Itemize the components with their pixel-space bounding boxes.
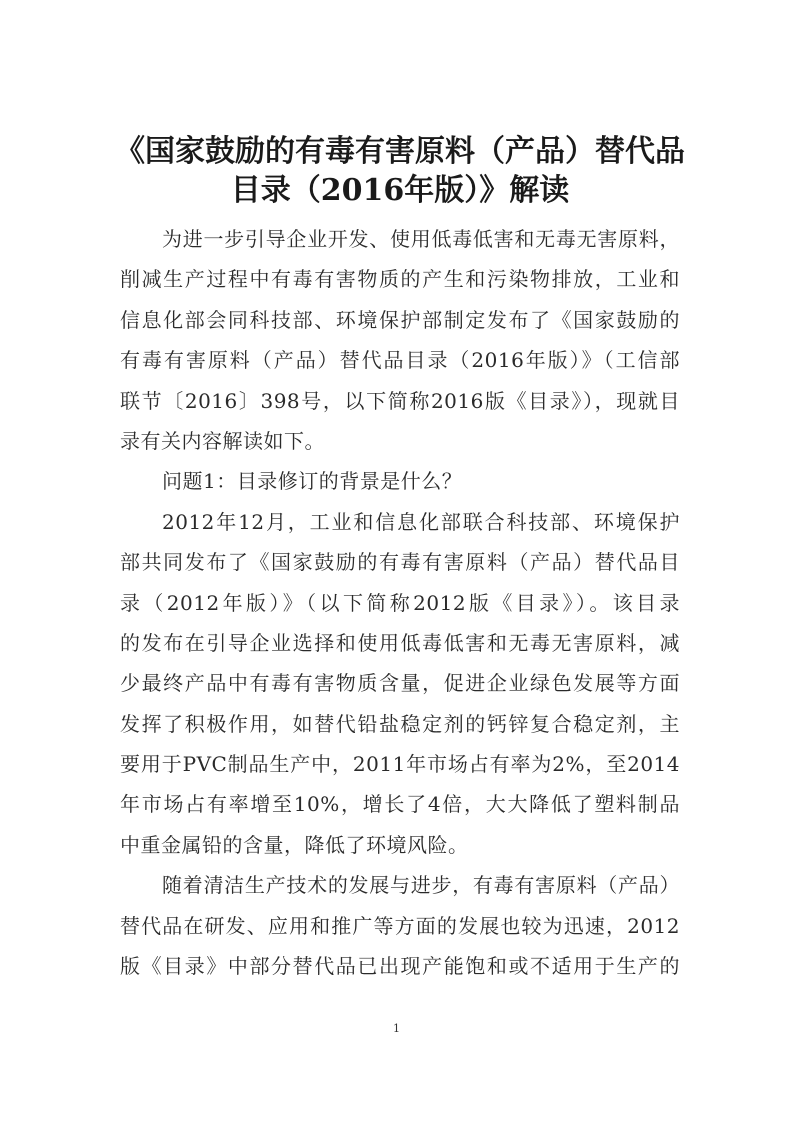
body-line: 削减生产过程中有毒有害物质的产生和污染物排放，工业和	[120, 267, 680, 292]
document-title-line-2: 目录（2016年版）》解读	[230, 173, 570, 208]
body-line: 录（2012年版）》（以下简称2012版《目录》）。该目录	[120, 590, 680, 615]
body-line: 随着清洁生产技术的发展与进步，有毒有害原料（产品）	[162, 873, 680, 898]
body-line: 问题1：目录修订的背景是什么？	[162, 469, 463, 494]
body-line: 信息化部会同科技部、环境保护部制定发布了《国家鼓励的	[120, 307, 680, 332]
body-line: 为进一步引导企业开发、使用低毒低害和无毒无害原料，	[162, 227, 680, 251]
body-line: 要用于PVC制品生产中，2011年市场占有率为2%，至2014	[120, 752, 680, 777]
body-line: 有毒有害原料（产品）替代品目录（2016年版）》（工信部	[120, 348, 680, 373]
body-line: 录有关内容解读如下。	[120, 428, 325, 453]
body-line: 发挥了积极作用，如替代铅盐稳定剂的钙锌复合稳定剂，主	[120, 711, 680, 736]
body-line: 版《目录》中部分替代品已出现产能饱和或不适用于生产的	[120, 954, 680, 979]
body-line: 2012年12月，工业和信息化部联合科技部、环境保护	[162, 509, 680, 534]
body-line: 的发布在引导企业选择和使用低毒低害和无毒无害原料，减	[120, 630, 680, 655]
body-line: 中重金属铅的含量，降低了环境风险。	[120, 832, 469, 857]
body-line: 部共同发布了《国家鼓励的有毒有害原料（产品）替代品目	[120, 550, 680, 575]
document-title-line-1: 《国家鼓励的有毒有害原料（产品）替代品	[115, 134, 685, 169]
body-line: 少最终产品中有毒有害物质含量，促进企业绿色发展等方面	[120, 671, 680, 696]
page-number: 1	[393, 1022, 400, 1035]
body-line: 联节〔2016〕398号，以下简称2016版《目录》），现就目	[120, 388, 680, 413]
body-line: 替代品在研发、应用和推广等方面的发展也较为迅速，2012	[120, 913, 680, 938]
body-line: 年市场占有率增至10%，增长了4倍，大大降低了塑料制品	[120, 792, 680, 817]
document-body	[120, 219, 680, 986]
